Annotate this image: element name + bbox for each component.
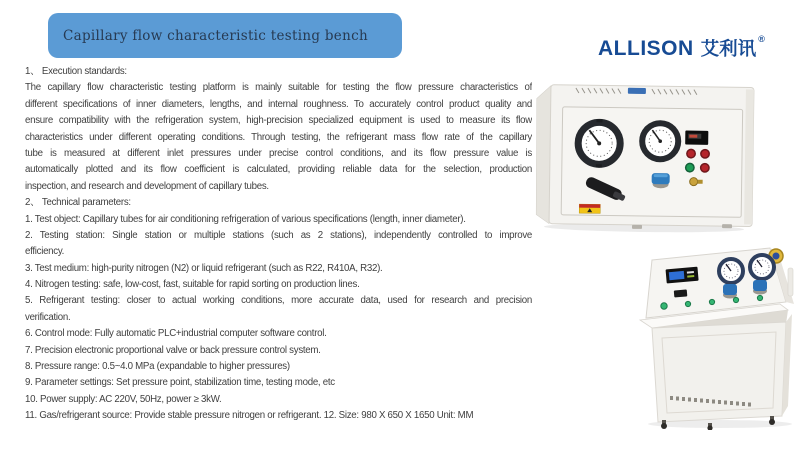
body-line: inspection, and research and development of capillary tubes. — [25, 180, 269, 192]
body-line: 11. Gas/refrigerant source: Provide stable pressure nitrogen or refrigerant. 12. Size: 980 X 650 X 1650 Unit: MM — [25, 410, 474, 422]
power-switch[interactable] — [674, 289, 688, 297]
body-line: 1. Test object: Capillary tubes for air conditioning refrigeration of various specifications (length, inner diameter). — [25, 213, 466, 225]
body-line: automatically plotted and its flow coefficient is calculated, providing reliable data for the selection, production — [25, 164, 532, 176]
body-line: 10. Power supply: AC 220V, 50Hz, power ≥ 3kW. — [25, 393, 222, 405]
red-button[interactable] — [701, 150, 710, 159]
body-line: different specifications of inner diameters, lengths, and internal roughness. To accurately control product quality and — [25, 98, 532, 110]
page-title: Capillary flow characteristic testing bench — [63, 27, 368, 44]
valve-knob[interactable] — [753, 280, 767, 295]
machine-side-face — [535, 85, 551, 223]
machine-foot — [632, 225, 642, 229]
green-button[interactable] — [686, 163, 695, 172]
body-line: efficiency. — [25, 246, 65, 258]
brand-name-en: ALLISON — [598, 37, 694, 60]
brand-label-icon — [628, 88, 646, 94]
body-line: 9. Parameter settings: Set pressure point, stabilization time, testing mode, etc — [25, 377, 335, 389]
body-line: tube is measured at different inlet pressures under precise control conditions, and its flow pressure value is — [25, 147, 532, 159]
pressure-gauge-icon — [750, 255, 774, 279]
pressure-gauge-icon — [642, 123, 678, 159]
floor-unit-photo — [638, 244, 798, 430]
side-pipe — [788, 268, 793, 296]
title-banner — [48, 13, 402, 58]
body-line: The capillary flow characteristic testing platform is mainly suitable for testing the flow pressure characteristics of — [25, 82, 532, 94]
warning-label-icon — [579, 204, 600, 213]
body-line: 8. Pressure range: 0.5~4.0 MPa (expandable to higher pressures) — [25, 361, 290, 373]
machine-foot — [722, 224, 732, 228]
body-line: 5. Refrigerant testing: closer to actual working conditions, more accurate data, used for research and precision — [25, 295, 532, 307]
body-line: 6. Control mode: Fully automatic PLC+industrial computer software control. — [25, 328, 327, 340]
brand-logo — [598, 34, 765, 60]
body-line: ensure compatibility with the refrigeration system, high-precision specialized equipment is used to measure its flow — [25, 115, 532, 127]
registered-trademark-icon: ® — [758, 34, 765, 44]
red-button[interactable] — [687, 149, 696, 158]
brand-name-cn: 艾利讯 — [700, 38, 757, 59]
digital-display — [685, 131, 708, 145]
body-line: 2. Testing station: Single station or multiple stations (such as 2 stations), independently controlled to improve — [25, 229, 532, 241]
red-button[interactable] — [701, 164, 710, 173]
body-line: 1、 Execution standards: — [25, 66, 127, 77]
body-line: 7. Precision electronic proportional valve or back pressure control system. — [25, 344, 321, 356]
body-line: 4. Nitrogen testing: safe, low-cost, fast, suitable for rapid sorting on production lines. — [25, 279, 360, 291]
badge-center — [773, 253, 780, 260]
body-text — [25, 64, 532, 425]
pressure-gauge-icon — [578, 119, 621, 168]
valve-knob[interactable] — [723, 284, 737, 299]
body-line: 2、 Technical parameters: — [25, 197, 131, 209]
digital-display — [666, 267, 699, 284]
benchtop-unit-photo — [532, 76, 760, 235]
pressure-gauge-icon — [719, 259, 743, 283]
body-line: verification. — [25, 311, 71, 323]
body-line: 3. Test medium: high-purity nitrogen (N2) or liquid refrigerant (such as R22, R410A, R32). — [25, 262, 383, 274]
valve-knob[interactable] — [652, 173, 670, 188]
body-line: characteristics under different operating conditions. Through testing, the refrigerant mass flow rate of the capillary — [25, 131, 532, 143]
